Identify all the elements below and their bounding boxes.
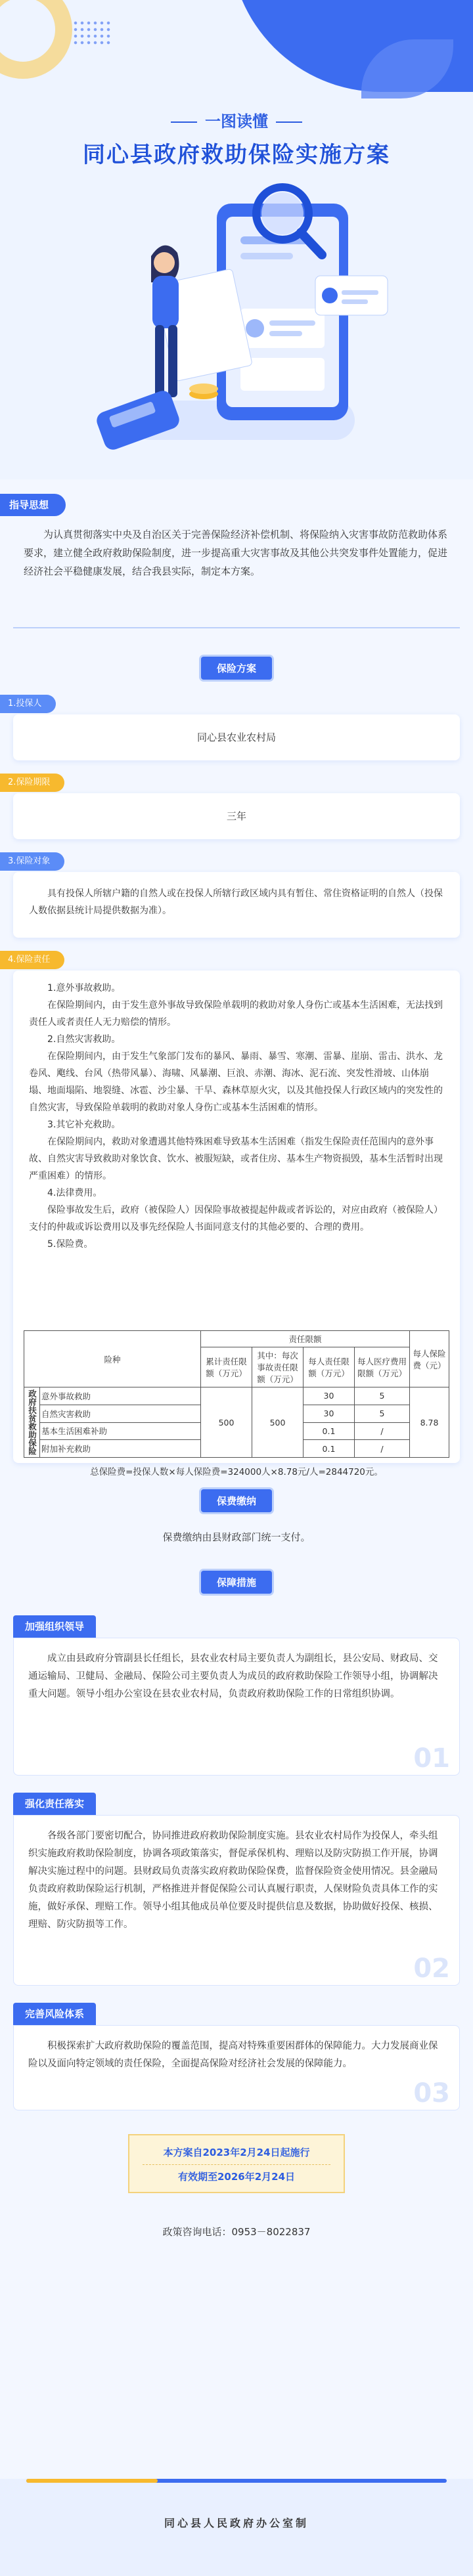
measure-number: 01 bbox=[413, 1743, 450, 1774]
th-type: 险种 bbox=[24, 1331, 201, 1387]
section-label-payment: 保费缴纳 bbox=[0, 1489, 473, 1512]
cell-medical: / bbox=[355, 1440, 410, 1458]
target-value: 具有投保人所辖户籍的自然人或在投保人所辖行政区域内具有暂住、常住资格证明的自然人（投保人数依据县统计局提供数据为准）。 bbox=[29, 888, 443, 916]
th-limit: 责任限额 bbox=[201, 1331, 410, 1347]
phone-illustration bbox=[72, 177, 401, 466]
label-insured: 1.投保人 bbox=[0, 695, 56, 713]
page-title: 同心县政府救助保险实施方案 bbox=[83, 142, 390, 168]
payment-text: 保费缴纳由县财政部门统一支付。 bbox=[162, 1531, 311, 1543]
insured-box bbox=[13, 714, 460, 760]
cell-premium: 8.78 bbox=[410, 1387, 449, 1458]
row-name: 意外事故救助 bbox=[40, 1387, 201, 1405]
liability-item: 2.自然灾害救助。 bbox=[47, 1034, 121, 1045]
th-total: 累计责任限额（万元） bbox=[201, 1347, 252, 1387]
notice-line: 本方案自2023年2月24日起施行 bbox=[143, 2141, 330, 2165]
section-label-measures: 保障措施 bbox=[0, 1571, 473, 1594]
row-name: 基本生活困难补助 bbox=[40, 1422, 201, 1440]
cell-each-limit: 500 bbox=[252, 1387, 304, 1458]
measure-box bbox=[13, 2025, 460, 2110]
measure-title: 强化责任落实 bbox=[13, 1793, 96, 1815]
premium-table-wrap bbox=[24, 1330, 449, 1477]
measure-number: 02 bbox=[413, 1954, 450, 1984]
cell-person: 0.1 bbox=[304, 1440, 355, 1458]
liability-item: 5.保险费。 bbox=[47, 1239, 93, 1250]
th-person: 每人责任限额（万元） bbox=[304, 1347, 355, 1387]
liability-item: 在保险期间内，由于发生气象部门发布的暴风、暴雨、暴雪、寒潮、雷暴、崖崩、雷击、洪水、龙卷风、飑线、台风（热带风暴）、海啸、风暴潮、巨浪、赤潮、海冰、泥石流、突发性滑坡、山体崩塌、地面塌陷、地裂缝、冰雹、沙尘暴、干旱、森林草原火灾，以及其他投保人行政区域内的突发性的自然灾害，导致保险单载明的救助对象人身伤亡或基本生活困难的情形。 bbox=[29, 1051, 443, 1113]
decor-circle bbox=[0, 0, 72, 79]
liability-item: 3.其它补充救助。 bbox=[47, 1120, 121, 1130]
row-name: 自然灾害救助 bbox=[40, 1405, 201, 1422]
liability-item: 在保险期间内，由于发生意外事故导致保险单载明的救助对象人身伤亡或基本生活困难，无法找到责任人或者责任人无力赔偿的情形。 bbox=[29, 1000, 443, 1028]
section-label-plan: 保险方案 bbox=[0, 657, 473, 680]
divider bbox=[13, 627, 460, 628]
page-subtitle: 一图读懂 bbox=[0, 108, 473, 131]
cell-medical: 5 bbox=[355, 1387, 410, 1405]
insured-value: 同心县农业农村局 bbox=[196, 731, 276, 743]
liability-list bbox=[13, 971, 460, 1253]
guiding-text: 为认真贯彻落实中央及自治区关于完善保险经济补偿机制、将保险纳入灾害事故防范救助体系要求，建立健全政府救助保险制度，进一步提高重大灾害事故及其他公共突发事件处置能力，促进经济社会平稳健康发展，结合我县实际，制定本方案。 bbox=[24, 529, 448, 577]
period-box bbox=[13, 793, 460, 839]
premium-table bbox=[24, 1330, 449, 1458]
footer-text: 同心县人民政府办公室制 bbox=[164, 2517, 309, 2529]
cell-person: 30 bbox=[304, 1387, 355, 1405]
period-value: 三年 bbox=[226, 810, 246, 822]
measure-text: 积极探索扩大政府救助保险的覆盖范围，提高对特殊重要困群体的保障能力。大力发展商业保险以及面向特定领域的责任保险，全面提高保险对经济社会发展的保障能力。 bbox=[28, 2041, 438, 2069]
footer-line bbox=[26, 2479, 158, 2483]
section-label-guiding: 指导思想 bbox=[0, 494, 66, 516]
measure-title: 加强组织领导 bbox=[13, 1615, 96, 1638]
liability-item: 在保险期间内，救助对象遭遇其他特殊困难导致基本生活困难（指发生保险责任范围内的意外事故、自然灾害导致救助对象饮食、饮水、被服短缺，或者住房、基本生产物资损毁，基本生活暂时出现严重困难）的情形。 bbox=[29, 1137, 443, 1181]
measure-text: 各级各部门要密切配合，协同推进政府救助保险制度实施。县农业农村局作为投保人，牵头组织实施政府救助保险制度，协调各项政策落实，督促承保机构、理赔以及防灾防损工作开展，协调解决实施过程中的问题。县财政局负责落实政府救助保险保费，监督保险资金使用情况。县金融局负责政府救助保险运行机制，严格推进并督促保险公司认真履行职责，人保财险负责具体工作的实施，做好承保、理赔工作。领导小组其他成员单位要及时提供信息及数据，协助做好投保、核损、理赔、防灾防损等工作。 bbox=[28, 1831, 438, 1930]
cell-person: 30 bbox=[304, 1405, 355, 1422]
row-group: 政府扶贫救助保险 bbox=[24, 1387, 40, 1458]
liability-item: 保险事故发生后，政府（被保险人）因保险事故被提起仲裁或者诉讼的，对应由政府（被保险人）支付的仲裁或诉讼费用以及事先经保险人书面同意支付的其他必要的、合理的费用。 bbox=[29, 1205, 443, 1233]
hero-banner bbox=[0, 0, 473, 479]
decor-dots bbox=[72, 20, 112, 46]
label-liability: 4.保险责任 bbox=[0, 951, 64, 969]
measure-text: 成立由县政府分管副县长任组长，县农业农村局主要负责人为副组长，县公安局、财政局、交通运输局、卫健局、金融局、保险公司主要负责人为成员的政府救助保险工作领导小组，协调解决重大问题。领导小组办公室设在县农业农村局，负责政府救助保险工作的日常组织协调。 bbox=[28, 1653, 438, 1699]
cell-person: 0.1 bbox=[304, 1422, 355, 1440]
measure-number: 03 bbox=[413, 2078, 450, 2108]
total-premium: 总保险费=投保人数×每人保险费=324000人×8.78元/人=2844720元。 bbox=[90, 1467, 383, 1477]
liability-item: 4.法律费用。 bbox=[47, 1188, 102, 1198]
liability-item: 1.意外事故救助。 bbox=[47, 983, 121, 993]
footer bbox=[0, 2479, 473, 2576]
measure-box bbox=[13, 1638, 460, 1776]
cell-medical: 5 bbox=[355, 1405, 410, 1422]
cell-total-limit: 500 bbox=[201, 1387, 252, 1458]
notice-line: 有效期至2026年2月24日 bbox=[177, 2171, 296, 2183]
label-period: 2.保险期限 bbox=[0, 774, 64, 792]
measure-title: 完善风险体系 bbox=[13, 2003, 96, 2025]
target-box bbox=[13, 872, 460, 938]
label-target: 3.保险对象 bbox=[0, 852, 64, 871]
contact-phone: 政策咨询电话：0953－8022837 bbox=[162, 2226, 311, 2238]
row-name: 附加补充救助 bbox=[40, 1440, 201, 1458]
th-each: 其中：每次事故责任限额（万元） bbox=[252, 1347, 304, 1387]
th-premium: 每人保险费（元） bbox=[410, 1331, 449, 1387]
cell-medical: / bbox=[355, 1422, 410, 1440]
th-medical: 每人医疗费用限额（万元） bbox=[355, 1347, 410, 1387]
measure-box bbox=[13, 1815, 460, 1986]
liability-box bbox=[13, 971, 460, 1477]
effective-notice bbox=[128, 2134, 345, 2193]
